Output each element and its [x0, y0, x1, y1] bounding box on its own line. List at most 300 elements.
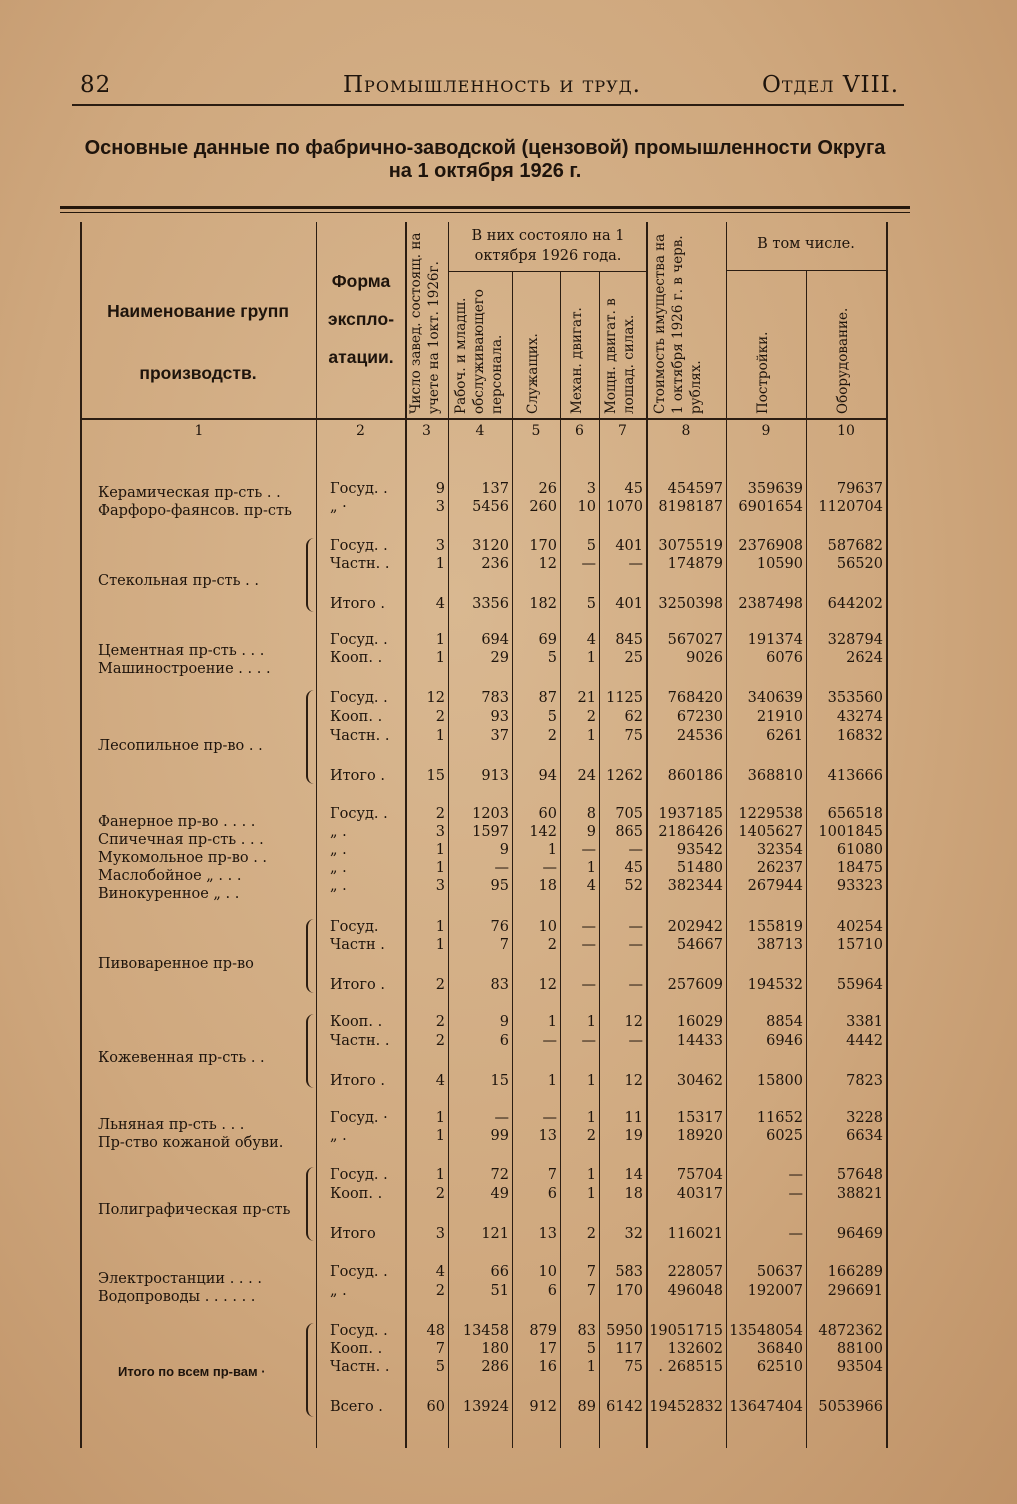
- value-cell: —: [581, 1033, 596, 1049]
- value-cell: 401: [615, 596, 643, 612]
- value-cell: 18: [538, 878, 557, 894]
- value-cell: 51: [490, 1283, 509, 1299]
- value-cell: 11: [624, 1110, 643, 1126]
- value-cell: 13: [538, 1128, 557, 1144]
- value-cell: —: [788, 1167, 803, 1183]
- frame-right: [886, 222, 888, 1448]
- value-cell: —: [581, 919, 596, 935]
- form-cell: Частн. .: [330, 1359, 390, 1375]
- value-cell: 656518: [827, 806, 883, 822]
- value-cell: 1: [435, 1110, 445, 1126]
- table-top-rule-thin: [60, 212, 910, 213]
- value-cell: 3356: [472, 596, 509, 612]
- value-cell: 12: [624, 1014, 643, 1030]
- header-form-line1: Форма: [331, 271, 391, 291]
- col-number-10: 10: [837, 423, 855, 439]
- value-cell: 13647404: [729, 1399, 803, 1415]
- value-cell: 1405627: [738, 824, 803, 840]
- value-cell: 9: [586, 824, 596, 840]
- value-cell: 12: [426, 690, 445, 706]
- value-cell: 2: [586, 709, 596, 725]
- value-cell: 7: [547, 1167, 557, 1183]
- value-cell: 14: [624, 1167, 643, 1183]
- value-cell: 5: [547, 650, 557, 666]
- col-number-9: 9: [761, 423, 771, 439]
- header-form-line3: атации.: [328, 347, 394, 367]
- form-cell: Частн .: [330, 937, 385, 953]
- value-cell: 93: [490, 709, 509, 725]
- form-cell: Всего .: [330, 1399, 383, 1415]
- value-cell: 2: [435, 709, 445, 725]
- value-cell: 75: [624, 728, 643, 744]
- value-cell: —: [788, 1226, 803, 1242]
- value-cell: 7: [586, 1264, 596, 1280]
- col-number-5: 5: [531, 423, 541, 439]
- value-cell: 2: [435, 1186, 445, 1202]
- value-cell: 15317: [676, 1110, 723, 1126]
- value-cell: 89: [577, 1399, 596, 1415]
- value-cell: 155819: [747, 919, 803, 935]
- value-cell: 1: [586, 728, 596, 744]
- row-group-brace: [306, 690, 316, 784]
- value-cell: 454597: [667, 481, 723, 497]
- group-label: Кожевенная пр-сть . .: [98, 1050, 265, 1066]
- value-cell: 182: [529, 596, 557, 612]
- table-title-line2: на 1 октября 1926 г.: [388, 160, 582, 182]
- value-cell: 99: [490, 1128, 509, 1144]
- group-label: Пр-ство кожаной обуви.: [98, 1135, 284, 1151]
- value-cell: —: [628, 842, 643, 858]
- form-cell: Итого .: [330, 596, 385, 612]
- form-cell: „ .: [330, 878, 347, 894]
- value-cell: 353560: [827, 690, 883, 706]
- value-cell: 57648: [836, 1167, 883, 1183]
- header-col7: Мощн. двигат. в лошад. силах.: [603, 298, 637, 414]
- value-cell: 1: [586, 1014, 596, 1030]
- value-cell: 17: [538, 1341, 557, 1357]
- value-cell: 6901654: [738, 499, 803, 515]
- group-label: Льняная пр-сть . . .: [98, 1117, 245, 1133]
- value-cell: 8: [586, 806, 596, 822]
- header-form-line2: эксплo-: [327, 309, 395, 329]
- value-cell: —: [494, 860, 509, 876]
- group-label: Итого по всем пр-вам ·: [118, 1364, 266, 1379]
- value-cell: 6634: [846, 1128, 883, 1144]
- header-col3: Число завед. состоящ. на учете на 1окт. 1926г.: [408, 232, 442, 414]
- value-cell: 79637: [836, 481, 883, 497]
- value-cell: 6261: [766, 728, 803, 744]
- value-cell: 13: [538, 1226, 557, 1242]
- value-cell: 12: [538, 977, 557, 993]
- value-cell: 2: [435, 1014, 445, 1030]
- value-cell: 7823: [846, 1073, 883, 1089]
- value-cell: 2: [586, 1128, 596, 1144]
- value-cell: 21: [577, 690, 596, 706]
- value-cell: 142: [529, 824, 557, 840]
- value-cell: 3120: [472, 538, 509, 554]
- value-cell: 96469: [836, 1226, 883, 1242]
- value-cell: 15710: [836, 937, 883, 953]
- value-cell: 66: [490, 1264, 509, 1280]
- value-cell: 3: [435, 538, 445, 554]
- value-cell: 1: [547, 842, 557, 858]
- value-cell: 170: [529, 538, 557, 554]
- value-cell: —: [494, 1110, 509, 1126]
- value-cell: —: [581, 977, 596, 993]
- value-cell: 1203: [472, 806, 509, 822]
- value-cell: —: [542, 860, 557, 876]
- value-cell: 48: [426, 1323, 445, 1339]
- value-cell: 83: [577, 1323, 596, 1339]
- col-number-7: 7: [618, 423, 627, 439]
- value-cell: 705: [615, 806, 643, 822]
- value-cell: 1: [435, 632, 445, 648]
- form-cell: Госуд. .: [330, 806, 388, 822]
- form-cell: Госуд. .: [330, 632, 388, 648]
- value-cell: 60: [538, 806, 557, 822]
- form-cell: „ .: [330, 860, 347, 876]
- value-cell: 117: [615, 1341, 643, 1357]
- group-label: Стекольная пр-сть . .: [98, 573, 259, 589]
- value-cell: 40317: [676, 1186, 723, 1202]
- value-cell: 192007: [747, 1283, 803, 1299]
- value-cell: 13458: [462, 1323, 509, 1339]
- value-cell: 1: [586, 860, 596, 876]
- group-label: Спичечная пр-сть . . .: [98, 832, 264, 848]
- form-cell: „ .: [330, 824, 347, 840]
- value-cell: 340639: [747, 690, 803, 706]
- value-cell: 5: [435, 1359, 445, 1375]
- value-cell: 2387498: [738, 596, 803, 612]
- value-cell: 8198187: [658, 499, 723, 515]
- value-cell: —: [628, 919, 643, 935]
- value-cell: 267944: [747, 878, 803, 894]
- value-cell: 45: [624, 481, 643, 497]
- running-title: Промышленность и труд.: [343, 72, 641, 98]
- value-cell: 913: [481, 768, 509, 784]
- table-top-rule: [60, 206, 910, 209]
- value-cell: 260: [529, 499, 557, 515]
- value-cell: 15: [490, 1073, 509, 1089]
- header-group-name: [82, 280, 314, 404]
- value-cell: 879: [529, 1323, 557, 1339]
- value-cell: 16029: [676, 1014, 723, 1030]
- value-cell: 9: [435, 481, 445, 497]
- value-cell: 1: [547, 1073, 557, 1089]
- form-cell: Итого .: [330, 768, 385, 784]
- col-number-4: 4: [475, 423, 485, 439]
- value-cell: 10590: [756, 556, 803, 572]
- col-number-3: 3: [422, 423, 431, 439]
- value-cell: 4: [435, 596, 445, 612]
- form-cell: „ .: [330, 842, 347, 858]
- row-group-brace: [306, 1167, 316, 1241]
- value-cell: 14433: [676, 1033, 723, 1049]
- value-cell: 19452832: [649, 1399, 723, 1415]
- value-cell: 3: [435, 499, 445, 515]
- value-cell: —: [581, 842, 596, 858]
- value-cell: 694: [481, 632, 509, 648]
- value-cell: 93323: [836, 878, 883, 894]
- group-label: Мукомольное пр-во . .: [98, 850, 268, 866]
- value-cell: —: [542, 1033, 557, 1049]
- header-bottom-rule: [80, 418, 888, 420]
- frame-left: [80, 222, 82, 1448]
- group-header-rule: [448, 271, 646, 272]
- value-cell: 5053966: [818, 1399, 883, 1415]
- group-label: Керамическая пр-сть . .: [98, 485, 281, 501]
- value-cell: —: [628, 1033, 643, 1049]
- value-cell: 18: [624, 1186, 643, 1202]
- col-number-8: 8: [681, 423, 691, 439]
- value-cell: 10: [538, 919, 557, 935]
- value-cell: 4: [586, 878, 596, 894]
- value-cell: 413666: [827, 768, 883, 784]
- form-cell: Госуд. .: [330, 1323, 388, 1339]
- value-cell: 6: [547, 1283, 557, 1299]
- header-col9: Постройки.: [755, 331, 771, 414]
- value-cell: 21910: [756, 709, 803, 725]
- form-cell: Госуд. .: [330, 1167, 388, 1183]
- value-cell: 6142: [606, 1399, 643, 1415]
- value-cell: 1: [547, 1014, 557, 1030]
- value-cell: 1120704: [818, 499, 883, 515]
- value-cell: 583: [615, 1264, 643, 1280]
- form-cell: „ ·: [330, 499, 347, 515]
- value-cell: —: [628, 977, 643, 993]
- form-cell: Частн. .: [330, 728, 390, 744]
- value-cell: 1125: [606, 690, 643, 706]
- value-cell: 75: [624, 1359, 643, 1375]
- value-cell: 1: [586, 1167, 596, 1183]
- value-cell: 2: [547, 937, 557, 953]
- table-title-line1: Основные данные по фабрично-заводской (цензовой) промышленности Округа: [84, 137, 886, 159]
- group-label: Маслобойное „ . . .: [98, 868, 242, 884]
- value-cell: —: [628, 556, 643, 572]
- group-label: Полиграфическая пр-сть: [98, 1202, 291, 1218]
- value-cell: 401: [615, 538, 643, 554]
- value-cell: —: [788, 1186, 803, 1202]
- value-cell: 9: [499, 842, 509, 858]
- value-cell: —: [581, 937, 596, 953]
- value-cell: 496048: [667, 1283, 723, 1299]
- value-cell: 783: [481, 690, 509, 706]
- value-cell: 1: [586, 1186, 596, 1202]
- value-cell: 1: [435, 937, 445, 953]
- value-cell: 912: [529, 1399, 557, 1415]
- value-cell: 382344: [667, 878, 723, 894]
- form-cell: Кооп. .: [330, 1186, 383, 1202]
- value-cell: 1: [435, 1167, 445, 1183]
- value-cell: 36840: [756, 1341, 803, 1357]
- value-cell: 1: [435, 860, 445, 876]
- value-cell: 170: [615, 1283, 643, 1299]
- value-cell: 2: [435, 1283, 445, 1299]
- value-cell: 1: [586, 1110, 596, 1126]
- group-label: Винокуренное „ . .: [98, 886, 240, 902]
- header-col8: Стоимость имущества на 1 октября 1926 г. в черв. рублях.: [652, 233, 704, 414]
- value-cell: 54667: [676, 937, 723, 953]
- value-cell: 38713: [756, 937, 803, 953]
- value-cell: 1: [435, 1128, 445, 1144]
- value-cell: 644202: [827, 596, 883, 612]
- value-cell: 32354: [756, 842, 803, 858]
- value-cell: 75704: [676, 1167, 723, 1183]
- value-cell: 83: [490, 977, 509, 993]
- value-cell: 12: [538, 556, 557, 572]
- value-cell: 194532: [747, 977, 803, 993]
- value-cell: 328794: [827, 632, 883, 648]
- value-cell: 3228: [846, 1110, 883, 1126]
- value-cell: 1: [435, 556, 445, 572]
- header-group-name-line2: производств.: [139, 363, 257, 383]
- section-label: Отдел VIII.: [762, 72, 900, 98]
- value-cell: 16832: [836, 728, 883, 744]
- header-col5: Служащих.: [525, 333, 541, 414]
- value-cell: 93504: [836, 1359, 883, 1375]
- value-cell: 1001845: [818, 824, 883, 840]
- form-cell: „ .: [330, 1283, 347, 1299]
- value-cell: 121: [481, 1226, 509, 1242]
- value-cell: 15: [426, 768, 445, 784]
- col-number-2: 2: [356, 423, 365, 439]
- form-cell: Кооп. .: [330, 650, 383, 666]
- form-cell: Частн. .: [330, 1033, 390, 1049]
- value-cell: 29: [490, 650, 509, 666]
- value-cell: —: [581, 556, 596, 572]
- value-cell: 93542: [676, 842, 723, 858]
- header-group-name-line1: Наименование групп: [107, 301, 289, 321]
- value-cell: 72: [490, 1167, 509, 1183]
- value-cell: 6076: [766, 650, 803, 666]
- value-cell: 2: [435, 1033, 445, 1049]
- value-cell: 116021: [667, 1226, 723, 1242]
- value-cell: 4442: [846, 1033, 883, 1049]
- header-rule: [72, 104, 904, 106]
- value-cell: 87: [538, 690, 557, 706]
- form-cell: Итого .: [330, 977, 385, 993]
- group-label: Лесопильное пр-во . .: [98, 738, 263, 754]
- value-cell: 257609: [667, 977, 723, 993]
- value-cell: 1597: [472, 824, 509, 840]
- value-cell: 1070: [606, 499, 643, 515]
- value-cell: 1: [586, 1073, 596, 1089]
- form-cell: Итого .: [330, 1073, 385, 1089]
- group-label: Пивоваренное пр-во: [98, 956, 254, 972]
- page-number: 82: [80, 72, 112, 98]
- value-cell: 1262: [606, 768, 643, 784]
- value-cell: 180: [481, 1341, 509, 1357]
- row-group-brace: [306, 538, 316, 612]
- value-cell: 9: [499, 1014, 509, 1030]
- value-cell: 45: [624, 860, 643, 876]
- value-cell: 2186426: [658, 824, 723, 840]
- value-cell: 865: [615, 824, 643, 840]
- value-cell: 1: [435, 728, 445, 744]
- value-cell: 50637: [756, 1264, 803, 1280]
- group-label: Машиностроение . . . .: [98, 661, 271, 677]
- form-cell: Итого: [330, 1226, 376, 1242]
- value-cell: 7: [499, 937, 509, 953]
- value-cell: 51480: [676, 860, 723, 876]
- value-cell: 5: [547, 709, 557, 725]
- value-cell: —: [542, 1110, 557, 1126]
- form-cell: Частн. .: [330, 556, 390, 572]
- value-cell: 60: [426, 1399, 445, 1415]
- value-cell: 55964: [836, 977, 883, 993]
- header-col4: Рабоч. и младш. обслуживающего персонала.: [453, 289, 505, 414]
- value-cell: 1: [435, 919, 445, 935]
- value-cell: 12: [624, 1073, 643, 1089]
- value-cell: 67230: [676, 709, 723, 725]
- form-cell: Госуд. .: [330, 690, 388, 706]
- value-cell: 30462: [676, 1073, 723, 1089]
- form-cell: Кооп. .: [330, 1014, 383, 1030]
- value-cell: 94: [538, 768, 557, 784]
- value-cell: 7: [435, 1341, 445, 1357]
- value-cell: 4: [435, 1264, 445, 1280]
- value-cell: 2: [586, 1226, 596, 1242]
- group-label: Водопроводы . . . . . .: [98, 1289, 256, 1305]
- value-cell: 3250398: [658, 596, 723, 612]
- col-divider: [316, 222, 317, 1448]
- value-cell: 8854: [766, 1014, 803, 1030]
- value-cell: 4872362: [818, 1323, 883, 1339]
- header-persons-group: В них состояло на 1 октября 1926 года.: [471, 228, 625, 264]
- value-cell: 5950: [606, 1323, 643, 1339]
- header-form: [318, 262, 404, 376]
- value-cell: 18475: [836, 860, 883, 876]
- value-cell: 40254: [836, 919, 883, 935]
- value-cell: 32: [624, 1226, 643, 1242]
- value-cell: 5: [586, 1341, 596, 1357]
- value-cell: 24: [577, 768, 596, 784]
- value-cell: 359639: [747, 481, 803, 497]
- header-incl-group: В том числе.: [757, 236, 855, 252]
- header-col6: Механ. двигат.: [569, 307, 585, 414]
- value-cell: 2: [435, 806, 445, 822]
- value-cell: 52: [624, 878, 643, 894]
- value-cell: 5456: [472, 499, 509, 515]
- value-cell: 62: [624, 709, 643, 725]
- value-cell: 15800: [756, 1073, 803, 1089]
- value-cell: 286: [481, 1359, 509, 1375]
- value-cell: 2: [547, 728, 557, 744]
- value-cell: 5: [586, 596, 596, 612]
- value-cell: 26: [538, 481, 557, 497]
- value-cell: 1937185: [658, 806, 723, 822]
- value-cell: 6: [547, 1186, 557, 1202]
- value-cell: 587682: [827, 538, 883, 554]
- value-cell: 3: [435, 824, 445, 840]
- value-cell: 69: [538, 632, 557, 648]
- value-cell: 191374: [747, 632, 803, 648]
- value-cell: 9026: [686, 650, 723, 666]
- value-cell: 6025: [766, 1128, 803, 1144]
- value-cell: 2376908: [738, 538, 803, 554]
- form-cell: Госуд. .: [330, 1264, 388, 1280]
- value-cell: 860186: [667, 768, 723, 784]
- value-cell: 202942: [667, 919, 723, 935]
- form-cell: Госуд. .: [330, 538, 388, 554]
- value-cell: 768420: [667, 690, 723, 706]
- value-cell: . 268515: [658, 1359, 723, 1375]
- value-cell: 49: [490, 1186, 509, 1202]
- value-cell: 56520: [836, 556, 883, 572]
- value-cell: 62510: [756, 1359, 803, 1375]
- value-cell: 4: [586, 632, 596, 648]
- value-cell: 1: [435, 650, 445, 666]
